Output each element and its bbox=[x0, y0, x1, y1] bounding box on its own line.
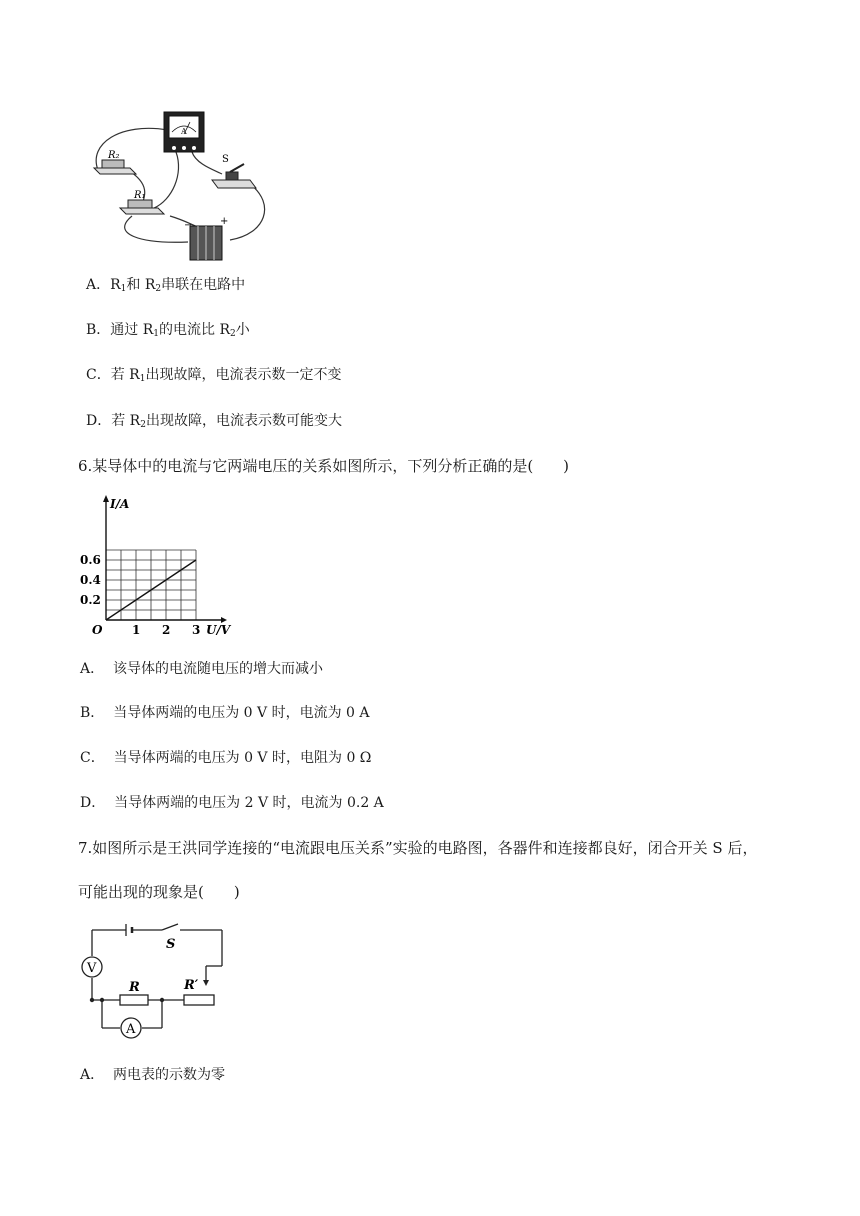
q6-option-c[interactable] bbox=[80, 749, 371, 767]
x-tick-label: 3 bbox=[192, 623, 201, 637]
q5-option-d[interactable]: D．若 $R_2$出现故障，电流表示数可能变大 bbox=[86, 413, 342, 430]
option-text: 两电表的示数为零 bbox=[113, 1067, 226, 1083]
y-axis-arrow bbox=[103, 495, 109, 502]
svg-text:S: S bbox=[222, 154, 229, 165]
voltmeter-symbol bbox=[82, 957, 102, 977]
ammeter-device bbox=[164, 112, 204, 152]
svg-text:+: + bbox=[220, 216, 229, 227]
chart-grid bbox=[106, 550, 196, 620]
origin-label: O bbox=[92, 623, 103, 637]
resistor-r1 bbox=[120, 190, 164, 214]
option-text: 该导体的电流随电压的增大而减小 bbox=[113, 661, 324, 677]
option-letter: A． bbox=[80, 661, 105, 677]
svg-text:A: A bbox=[126, 1022, 136, 1037]
option-letter: A． bbox=[86, 277, 111, 293]
option-letter: D． bbox=[80, 795, 106, 811]
resistor-r2 bbox=[94, 150, 136, 174]
option-letter: C． bbox=[86, 367, 111, 383]
i-u-graph bbox=[76, 492, 256, 642]
q5-option-b[interactable]: B．通过 $R_1$的电流比 $R_2$小 bbox=[86, 322, 250, 339]
x-tick-label: 2 bbox=[162, 623, 171, 637]
resistor-label: R bbox=[129, 980, 140, 995]
y-tick-label: 0.2 bbox=[80, 593, 101, 607]
q7-stem-line1: 7.如图所示是王洪同学连接的“电流跟电压关系”实验的电路图，各器件和连接都良好，闭合开关 S 后， bbox=[78, 839, 758, 857]
q7-stem-line2: 可能出现的现象是( ) bbox=[78, 883, 240, 901]
q7-option-a[interactable] bbox=[80, 1066, 225, 1084]
battery bbox=[184, 216, 228, 260]
svg-text:R₁: R₁ bbox=[134, 190, 146, 201]
circuit-diagram bbox=[76, 920, 236, 1044]
q6-stem: 6.某导体中的电流与它两端电压的关系如图所示，下列分析正确的是( ) bbox=[78, 457, 570, 475]
rheostat-label: R′ bbox=[184, 978, 199, 993]
option-letter: D． bbox=[86, 413, 112, 429]
q5-option-a[interactable]: A．$R_1$和 $R_2$串联在电路中 bbox=[86, 277, 246, 294]
switch-s bbox=[212, 154, 256, 188]
option-text: 当导体两端的电压为 0 V 时，电阻为 0 Ω bbox=[113, 750, 372, 766]
svg-text:A: A bbox=[181, 127, 187, 136]
q6-option-a[interactable] bbox=[80, 660, 323, 678]
option-letter: B． bbox=[80, 705, 105, 721]
q5-option-c[interactable]: C．若 $R_1$出现故障，电流表示数一定不变 bbox=[86, 367, 342, 384]
option-text: 当导体两端的电压为 0 V 时，电流为 0 A bbox=[113, 705, 370, 721]
chart-axes bbox=[103, 495, 227, 623]
x-tick-label: 1 bbox=[132, 623, 141, 637]
ammeter-symbol bbox=[121, 1018, 141, 1038]
svg-text:V: V bbox=[87, 961, 97, 976]
option-text: 当导体两端的电压为 2 V 时，电流为 0.2 A bbox=[114, 795, 384, 811]
option-letter: C． bbox=[80, 750, 105, 766]
q6-option-d[interactable] bbox=[80, 794, 384, 812]
svg-text:−: − bbox=[184, 220, 193, 231]
y-axis-label: I/A bbox=[110, 497, 130, 511]
option-letter: B． bbox=[86, 322, 111, 338]
q6-option-b[interactable] bbox=[80, 704, 370, 722]
chart-labels bbox=[80, 497, 232, 637]
svg-text:R₂: R₂ bbox=[108, 150, 120, 161]
y-tick-label: 0.4 bbox=[80, 573, 101, 587]
switch-label: S bbox=[166, 937, 176, 952]
x-axis-label: U/V bbox=[206, 623, 231, 637]
circuit-illustration bbox=[80, 104, 280, 266]
y-tick-label: 0.6 bbox=[80, 553, 101, 567]
option-letter: A． bbox=[80, 1067, 105, 1083]
